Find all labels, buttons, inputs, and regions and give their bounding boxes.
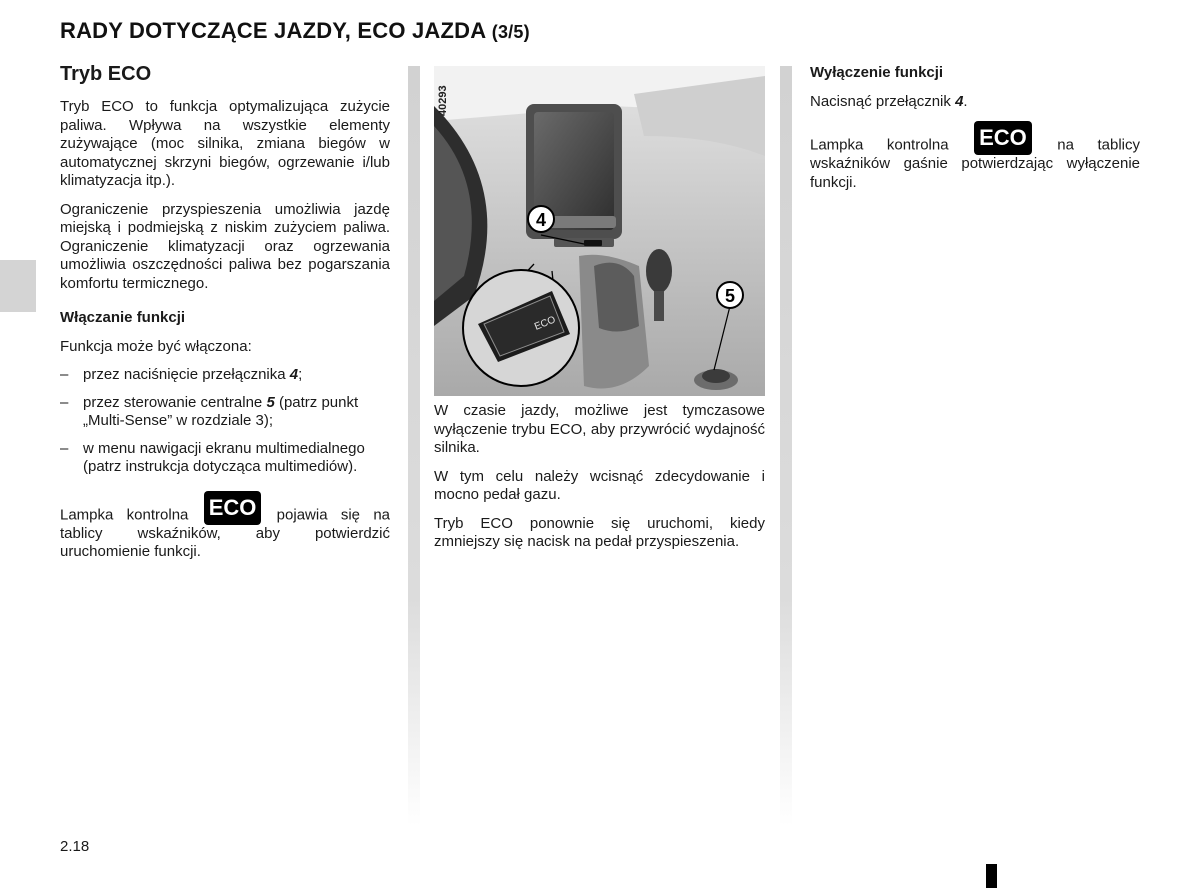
eco-warning-light-icon: ECO <box>204 491 262 525</box>
paragraph-text: pojawia się na tablicy wskaźników, aby potwierdzić uruchomienie funkcji. <box>60 506 391 560</box>
figure-id: 40293 <box>437 85 449 116</box>
paragraph-text: Lampka kontrolna <box>810 136 973 154</box>
dash-marker: – <box>60 393 69 411</box>
paragraph: W czasie jazdy, możliwe jest tymczasowe wyłączenie trybu ECO, aby przywrócić wydajność silnika. <box>434 402 765 456</box>
enable-methods-list <box>60 366 390 477</box>
list-text: przez naciśnięcie przełącznika <box>83 366 290 383</box>
paragraph-text: Nacisnąć przełącznik <box>810 92 956 110</box>
paragraph: Ograniczenie przyspieszenia umożliwia jazdę miejską i podmiejską z niskim zużyciem paliwa. Ograniczenie klimatyzacji oraz ogrzewania umożliwia oszczędności paliwa bez pogarszania komfortu termicznego. <box>60 200 390 292</box>
paragraph: Funkcja może być włączona: <box>60 337 252 355</box>
paragraph <box>60 491 390 562</box>
list-item <box>60 440 390 477</box>
reference-number: 5 <box>266 393 275 411</box>
page-edge-marker <box>986 864 997 888</box>
title-main: RADY DOTYCZĄCE JAZDY, ECO JAZDA <box>60 18 486 43</box>
column-right <box>810 64 1140 202</box>
list-item <box>60 366 390 385</box>
list-text: (patrz punkt „Multi-Sense” w rozdziale 3); <box>83 393 359 429</box>
paragraph <box>810 93 1140 112</box>
reference-number: 4 <box>955 92 964 110</box>
column-divider-right <box>780 66 792 826</box>
page-number: 2.18 <box>60 838 90 855</box>
subsection-heading: Wyłączenie funkcji <box>810 64 944 81</box>
section-heading: Tryb ECO <box>60 63 152 85</box>
paragraph <box>810 121 1140 192</box>
paragraph-text: . <box>963 92 968 110</box>
list-item <box>60 394 390 431</box>
reference-number: 4 <box>289 366 299 383</box>
callout-4: 4 <box>535 210 547 230</box>
callout-5: 5 <box>724 286 736 306</box>
list-text: w menu nawigacji ekranu multimedialnego (patrz instrukcja dotycząca multimediów). <box>83 439 365 475</box>
column-left <box>60 62 390 572</box>
eco-warning-light-icon: ECO <box>974 121 1032 155</box>
chapter-tab <box>0 260 36 312</box>
list-text: ; <box>298 366 303 383</box>
dash-marker: – <box>60 366 69 383</box>
paragraph: Tryb ECO to funkcja optymalizująca zużycie paliwa. Wpływa na wszystkie elementy zużywające (moc silnika, zmiana biegów w automatycznej skrzyni biegów, ogrzewanie i/lub klimatyzacja itp.). <box>60 98 390 189</box>
paragraph-text: Lampka kontrolna <box>60 506 202 523</box>
eco-switch-label: ECO <box>533 314 558 333</box>
dashboard-illustration <box>434 66 765 396</box>
list-text: przez sterowanie centralne <box>83 393 267 411</box>
subsection-heading: Włączanie funkcji <box>60 309 186 326</box>
paragraph: Tryb ECO ponownie się uruchomi, kiedy zmniejszy się nacisk na pedał przyspieszenia. <box>434 514 765 550</box>
column-divider-left <box>408 66 420 826</box>
dashboard-photo <box>434 66 765 396</box>
paragraph-text: na tablicy wskaźników gaśnie potwierdzając wyłączenie funkcji. <box>810 136 1140 191</box>
column-middle <box>434 402 765 562</box>
title-part: (3/5) <box>491 22 530 42</box>
page-title <box>60 18 530 44</box>
dash-marker: – <box>60 439 69 457</box>
paragraph: W tym celu należy wcisnąć zdecydowanie i mocno pedał gazu. <box>434 467 765 503</box>
